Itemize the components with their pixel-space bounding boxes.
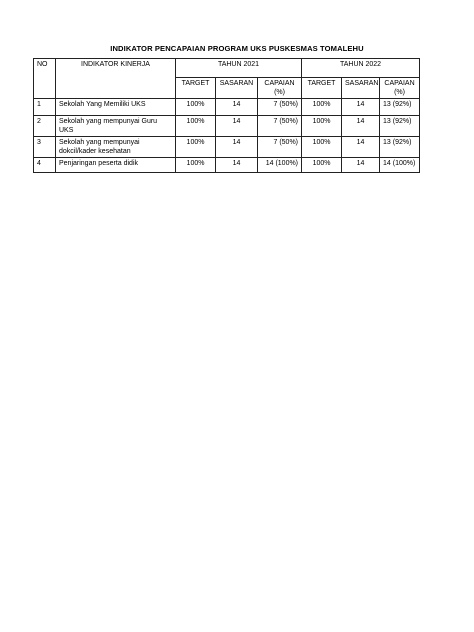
cell-indikator: Sekolah Yang Memiliki UKS <box>56 99 176 116</box>
cell-target-2022: 100% <box>302 137 342 158</box>
cell-target-2021: 100% <box>176 158 216 173</box>
cell-capaian-2021: 7 (50%) <box>258 116 302 137</box>
header-capaian-2021: CAPAIAN (%) <box>258 78 302 99</box>
cell-capaian-2021: 14 (100%) <box>258 158 302 173</box>
cell-sasaran-2022: 14 <box>342 99 380 116</box>
cell-indikator: Sekolah yang mempunyai dokcil/kader kesehatan <box>56 137 176 158</box>
header-capaian-2022: CAPAIAN (%) <box>380 78 420 99</box>
header-target-2022: TARGET <box>302 78 342 99</box>
cell-capaian-2022: 13 (92%) <box>380 116 420 137</box>
header-indikator: INDIKATOR KINERJA <box>56 59 176 99</box>
cell-target-2021: 100% <box>176 137 216 158</box>
cell-target-2022: 100% <box>302 158 342 173</box>
cell-capaian-2022: 13 (92%) <box>380 99 420 116</box>
header-row-years <box>34 59 420 78</box>
cell-target-2022: 100% <box>302 99 342 116</box>
cell-sasaran-2022: 14 <box>342 158 380 173</box>
cell-sasaran-2021: 14 <box>216 116 258 137</box>
table-row <box>34 137 420 158</box>
cell-no: 2 <box>34 116 56 137</box>
table-row <box>34 99 420 116</box>
header-sasaran-2021: SASARAN <box>216 78 258 99</box>
cell-sasaran-2022: 14 <box>342 137 380 158</box>
cell-capaian-2021: 7 (50%) <box>258 137 302 158</box>
cell-sasaran-2022: 14 <box>342 116 380 137</box>
cell-capaian-2022: 13 (92%) <box>380 137 420 158</box>
header-target-2021: TARGET <box>176 78 216 99</box>
cell-sasaran-2021: 14 <box>216 137 258 158</box>
cell-indikator: Sekolah yang mempunyai Guru UKS <box>56 116 176 137</box>
cell-indikator: Penjaringan peserta didik <box>56 158 176 173</box>
cell-target-2022: 100% <box>302 116 342 137</box>
cell-target-2021: 100% <box>176 99 216 116</box>
header-year-2021: TAHUN 2021 <box>176 59 302 78</box>
cell-no: 1 <box>34 99 56 116</box>
indicator-table <box>33 58 420 173</box>
document-title: INDIKATOR PENCAPAIAN PROGRAM UKS PUSKESMAS TOMALEHU <box>110 44 364 53</box>
cell-capaian-2022: 14 (100%) <box>380 158 420 173</box>
cell-no: 3 <box>34 137 56 158</box>
header-sasaran-2022: SASARAN <box>342 78 380 99</box>
cell-target-2021: 100% <box>176 116 216 137</box>
header-year-2022: TAHUN 2022 <box>302 59 420 78</box>
cell-no: 4 <box>34 158 56 173</box>
header-no: NO <box>34 59 56 99</box>
cell-capaian-2021: 7 (50%) <box>258 99 302 116</box>
cell-sasaran-2021: 14 <box>216 158 258 173</box>
table-row <box>34 116 420 137</box>
table-row <box>34 158 420 173</box>
cell-sasaran-2021: 14 <box>216 99 258 116</box>
